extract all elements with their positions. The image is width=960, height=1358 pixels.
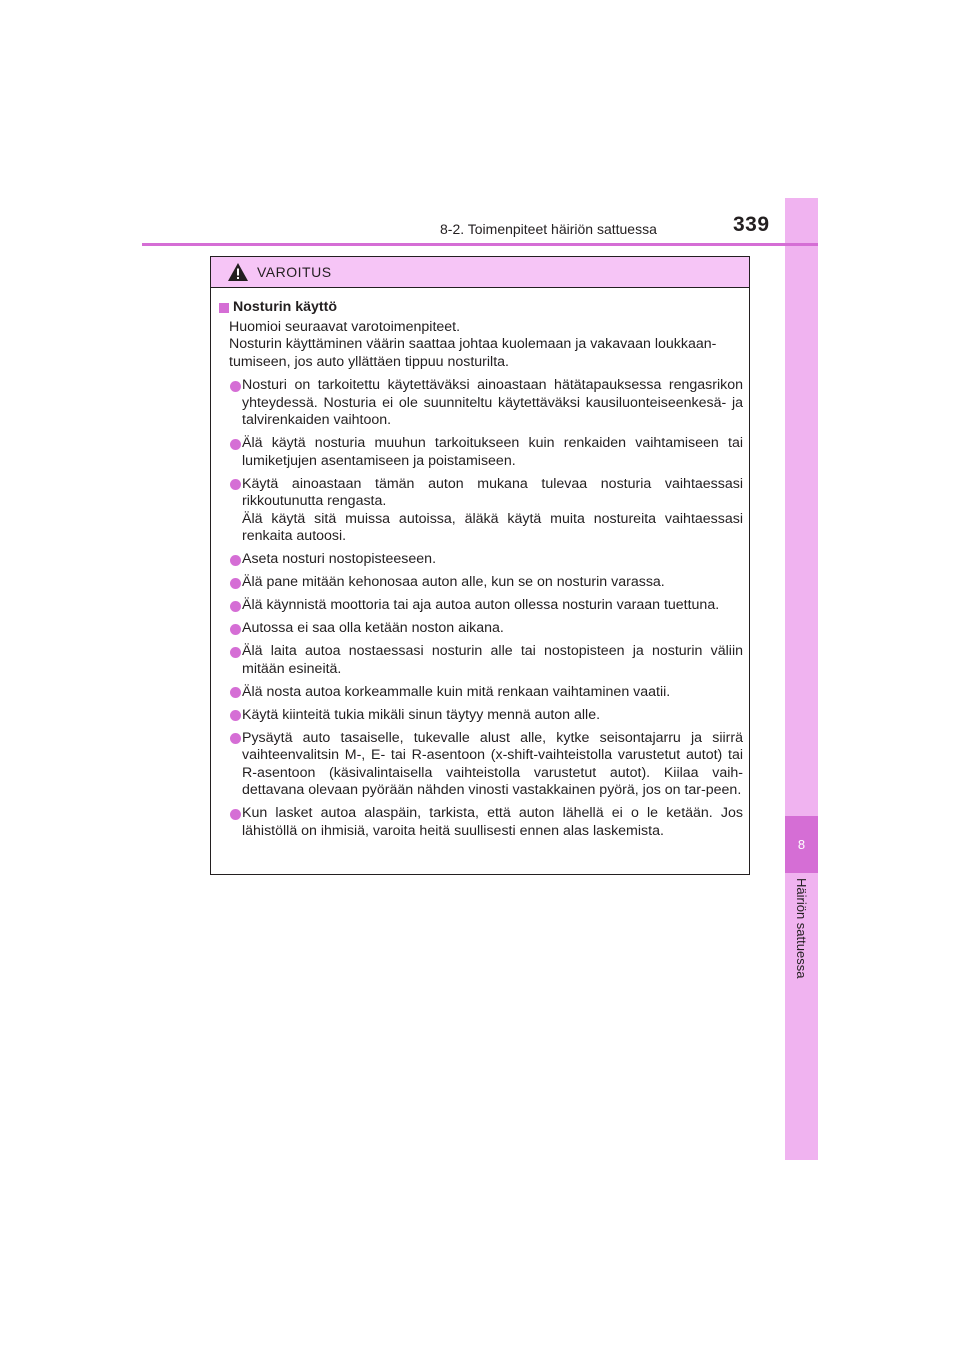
list-item [219,684,743,702]
warning-box [210,256,750,875]
bullet-dot-icon [230,479,241,490]
bullet-dot-icon [230,601,241,612]
list-item-text: Nosturi on tarkoitettu käytettäväksi ainoastaan hätätapauksessa rengasrikon yhteydessä. Nosturia ei ole suunniteltu käytettäväksi kausiluonteiseenkesä- ja talvirenkaiden vaihtoon. [242,377,743,428]
bullet-dot-icon [230,624,241,635]
intro-line: Huomioi seuraavat varotoimenpiteet. [229,318,461,335]
bullet-dot-icon [230,381,241,392]
list-item-text: Älä laita autoa nostaessasi nosturin alle tai nostopisteen ja nosturin väliin mitään esineitä. [242,643,743,677]
warning-triangle-icon [227,262,249,282]
chapter-label: Häiriön sattuessa [794,878,809,979]
list-item [219,805,743,840]
bullet-dot-icon [230,710,241,721]
list-item [219,707,743,725]
bullet-dot-icon [230,809,241,820]
chapter-number: 8 [785,816,818,873]
warning-header [211,257,749,288]
list-item-text: Käytä kiinteitä tukia mikäli sinun täytyy mennä auton alle. [242,706,601,723]
square-bullet-icon [219,303,229,313]
bullet-dot-icon [230,555,241,566]
list-item [219,620,743,638]
list-item-text: Kun lasket autoa alaspäin, tarkista, että auton lähellä ei o le ketään. Jos lähistöllä on ihmisiä, varoita heitä suullisesti ennen alas laskemista. [242,805,743,839]
warning-heading [219,299,743,317]
list-item-text: Älä nosta autoa korkeammalle kuin mitä renkaan vaihtaminen vaatii. [242,683,671,700]
list-item [219,435,743,470]
list-item-text: Käytä ainoastaan tämän auton mukana tulevaa nosturia vaihtaessasi rikkoutunutta rengasta. Älä käytä sitä muissa autoissa, äläkä käytä muita nostureita vaihtaessasi renkaita autoosi. [242,475,743,544]
list-item [219,551,743,569]
warning-heading-text: Nosturin käyttö [233,299,338,315]
page-number: 339 [733,213,770,236]
bullet-dot-icon [230,687,241,698]
warning-bullet-list [219,377,743,840]
section-title: 8-2. Toimenpiteet häiriön sattuessa [440,221,657,237]
bullet-dot-icon [230,733,241,744]
list-item-text: Pysäytä auto tasaiselle, tukevalle alust alle, kytke seisontajarru ja siirrä vaihteenvalitsin M-, E- tai R-asentoon (x-shift-vaihteistolla varustetut autot) tai R-asentoon (käsivalintaisella vaihteistolla varustetut autot). Kiilaa vaih-dettavana olevaan pyörään nähden vinosti vastakkainen pyörä, jos on tar-peen. [242,729,743,798]
warning-body [211,288,749,840]
bullet-dot-icon [230,647,241,658]
list-item-text: Älä pane mitään kehonosaa auton alle, kun se on nosturin varassa. [242,574,665,590]
list-item [219,730,743,800]
list-item [219,597,743,615]
list-item-text: Älä käytä nosturia muuhun tarkoitukseen kuin renkaiden vaihtamiseen tai lumiketjujen asentamiseen ja poistamiseen. [242,435,743,469]
list-item-text: Aseta nosturi nostopisteeseen. [242,551,437,567]
chapter-side-tab [785,198,818,1160]
warning-label: VAROITUS [257,264,332,280]
bullet-dot-icon [230,578,241,589]
list-item [219,377,743,430]
bullet-dot-icon [230,439,241,450]
list-item [219,643,743,678]
list-item-text: Autossa ei saa olla ketään noston aikana. [242,620,504,636]
list-item-text: Älä käynnistä moottoria tai aja autoa auton ollessa nosturin varaan tuettuna. [242,597,720,613]
header-divider [142,243,818,246]
warning-intro [219,319,743,372]
list-item [219,574,743,592]
list-item [219,476,743,546]
intro-line: Nosturin käyttäminen väärin saattaa johtaa kuolemaan ja vakavaan loukkaan- tumiseen, jos auto yllättäen tippuu nosturilta. [229,336,717,370]
